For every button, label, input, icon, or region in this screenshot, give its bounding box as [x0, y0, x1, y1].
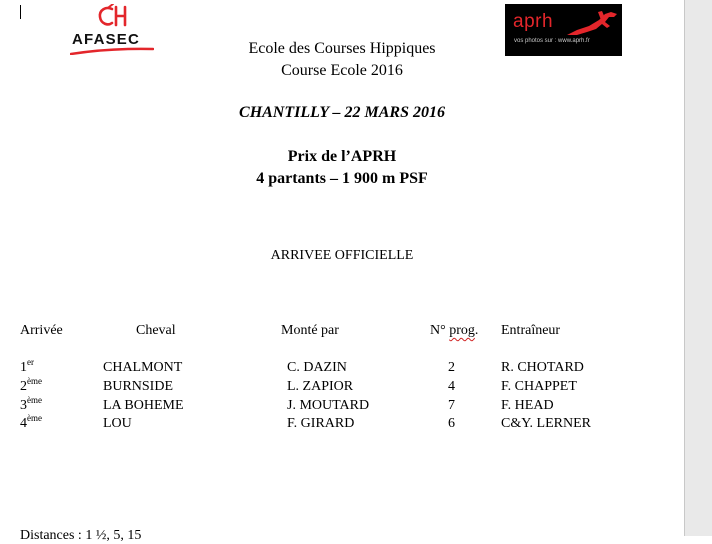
row-rank: 2ème [20, 376, 42, 394]
row-prog: 6 [448, 416, 455, 431]
column-header-monte-par: Monté par [281, 323, 339, 338]
row-prog: 7 [448, 398, 455, 413]
distances-line: Distances : 1 ½, 5, 15 [20, 528, 142, 543]
row-horse: LOU [103, 416, 132, 431]
row-prog: 2 [448, 360, 455, 375]
row-horse: LA BOHEME [103, 398, 184, 413]
afasec-wordmark: AFASEC [72, 31, 141, 48]
row-trainer: R. CHOTARD [501, 360, 584, 375]
section-title: ARRIVEE OFFICIELLE [270, 248, 414, 263]
row-jockey: F. GIRARD [287, 416, 355, 431]
row-prog: 4 [448, 379, 455, 394]
row-jockey: L. ZAPIOR [287, 379, 354, 394]
column-header-num-prog [430, 323, 478, 339]
text-cursor [20, 5, 21, 19]
num-prog-suffix: . [474, 323, 479, 338]
num-prog-prefix: N° [430, 323, 450, 338]
num-prog-word: prog [449, 323, 475, 338]
row-trainer: C&Y. LERNER [501, 416, 591, 431]
column-header-arrivee: Arrivée [20, 323, 63, 338]
row-jockey: C. DAZIN [287, 360, 347, 375]
row-horse: BURNSIDE [103, 379, 174, 394]
editor-gutter [685, 0, 712, 536]
jumping-horse-icon [565, 8, 619, 40]
row-trainer: F. CHAPPET [501, 379, 577, 394]
afasec-ch-mark-icon [96, 4, 132, 30]
venue-date: CHANTILLY – 22 MARS 2016 [239, 104, 445, 121]
row-jockey: J. MOUTARD [287, 398, 370, 413]
row-rank: 3ème [20, 395, 42, 413]
row-trainer: F. HEAD [501, 398, 554, 413]
row-rank: 1er [20, 357, 34, 375]
race-info: 4 partants – 1 900 m PSF [256, 170, 428, 187]
column-header-cheval: Cheval [136, 323, 176, 338]
row-rank: 4ème [20, 413, 42, 431]
aprh-tagline: vos photos sur : www.aprh.fr [514, 38, 590, 44]
prize-name: Prix de l’APRH [287, 148, 397, 165]
course-name: Course Ecole 2016 [281, 62, 403, 79]
aprh-wordmark: aprh [513, 11, 554, 32]
row-horse: CHALMONT [103, 360, 183, 375]
school-name: Ecole des Courses Hippiques [248, 40, 436, 57]
column-header-entraineur: Entraîneur [501, 323, 561, 338]
